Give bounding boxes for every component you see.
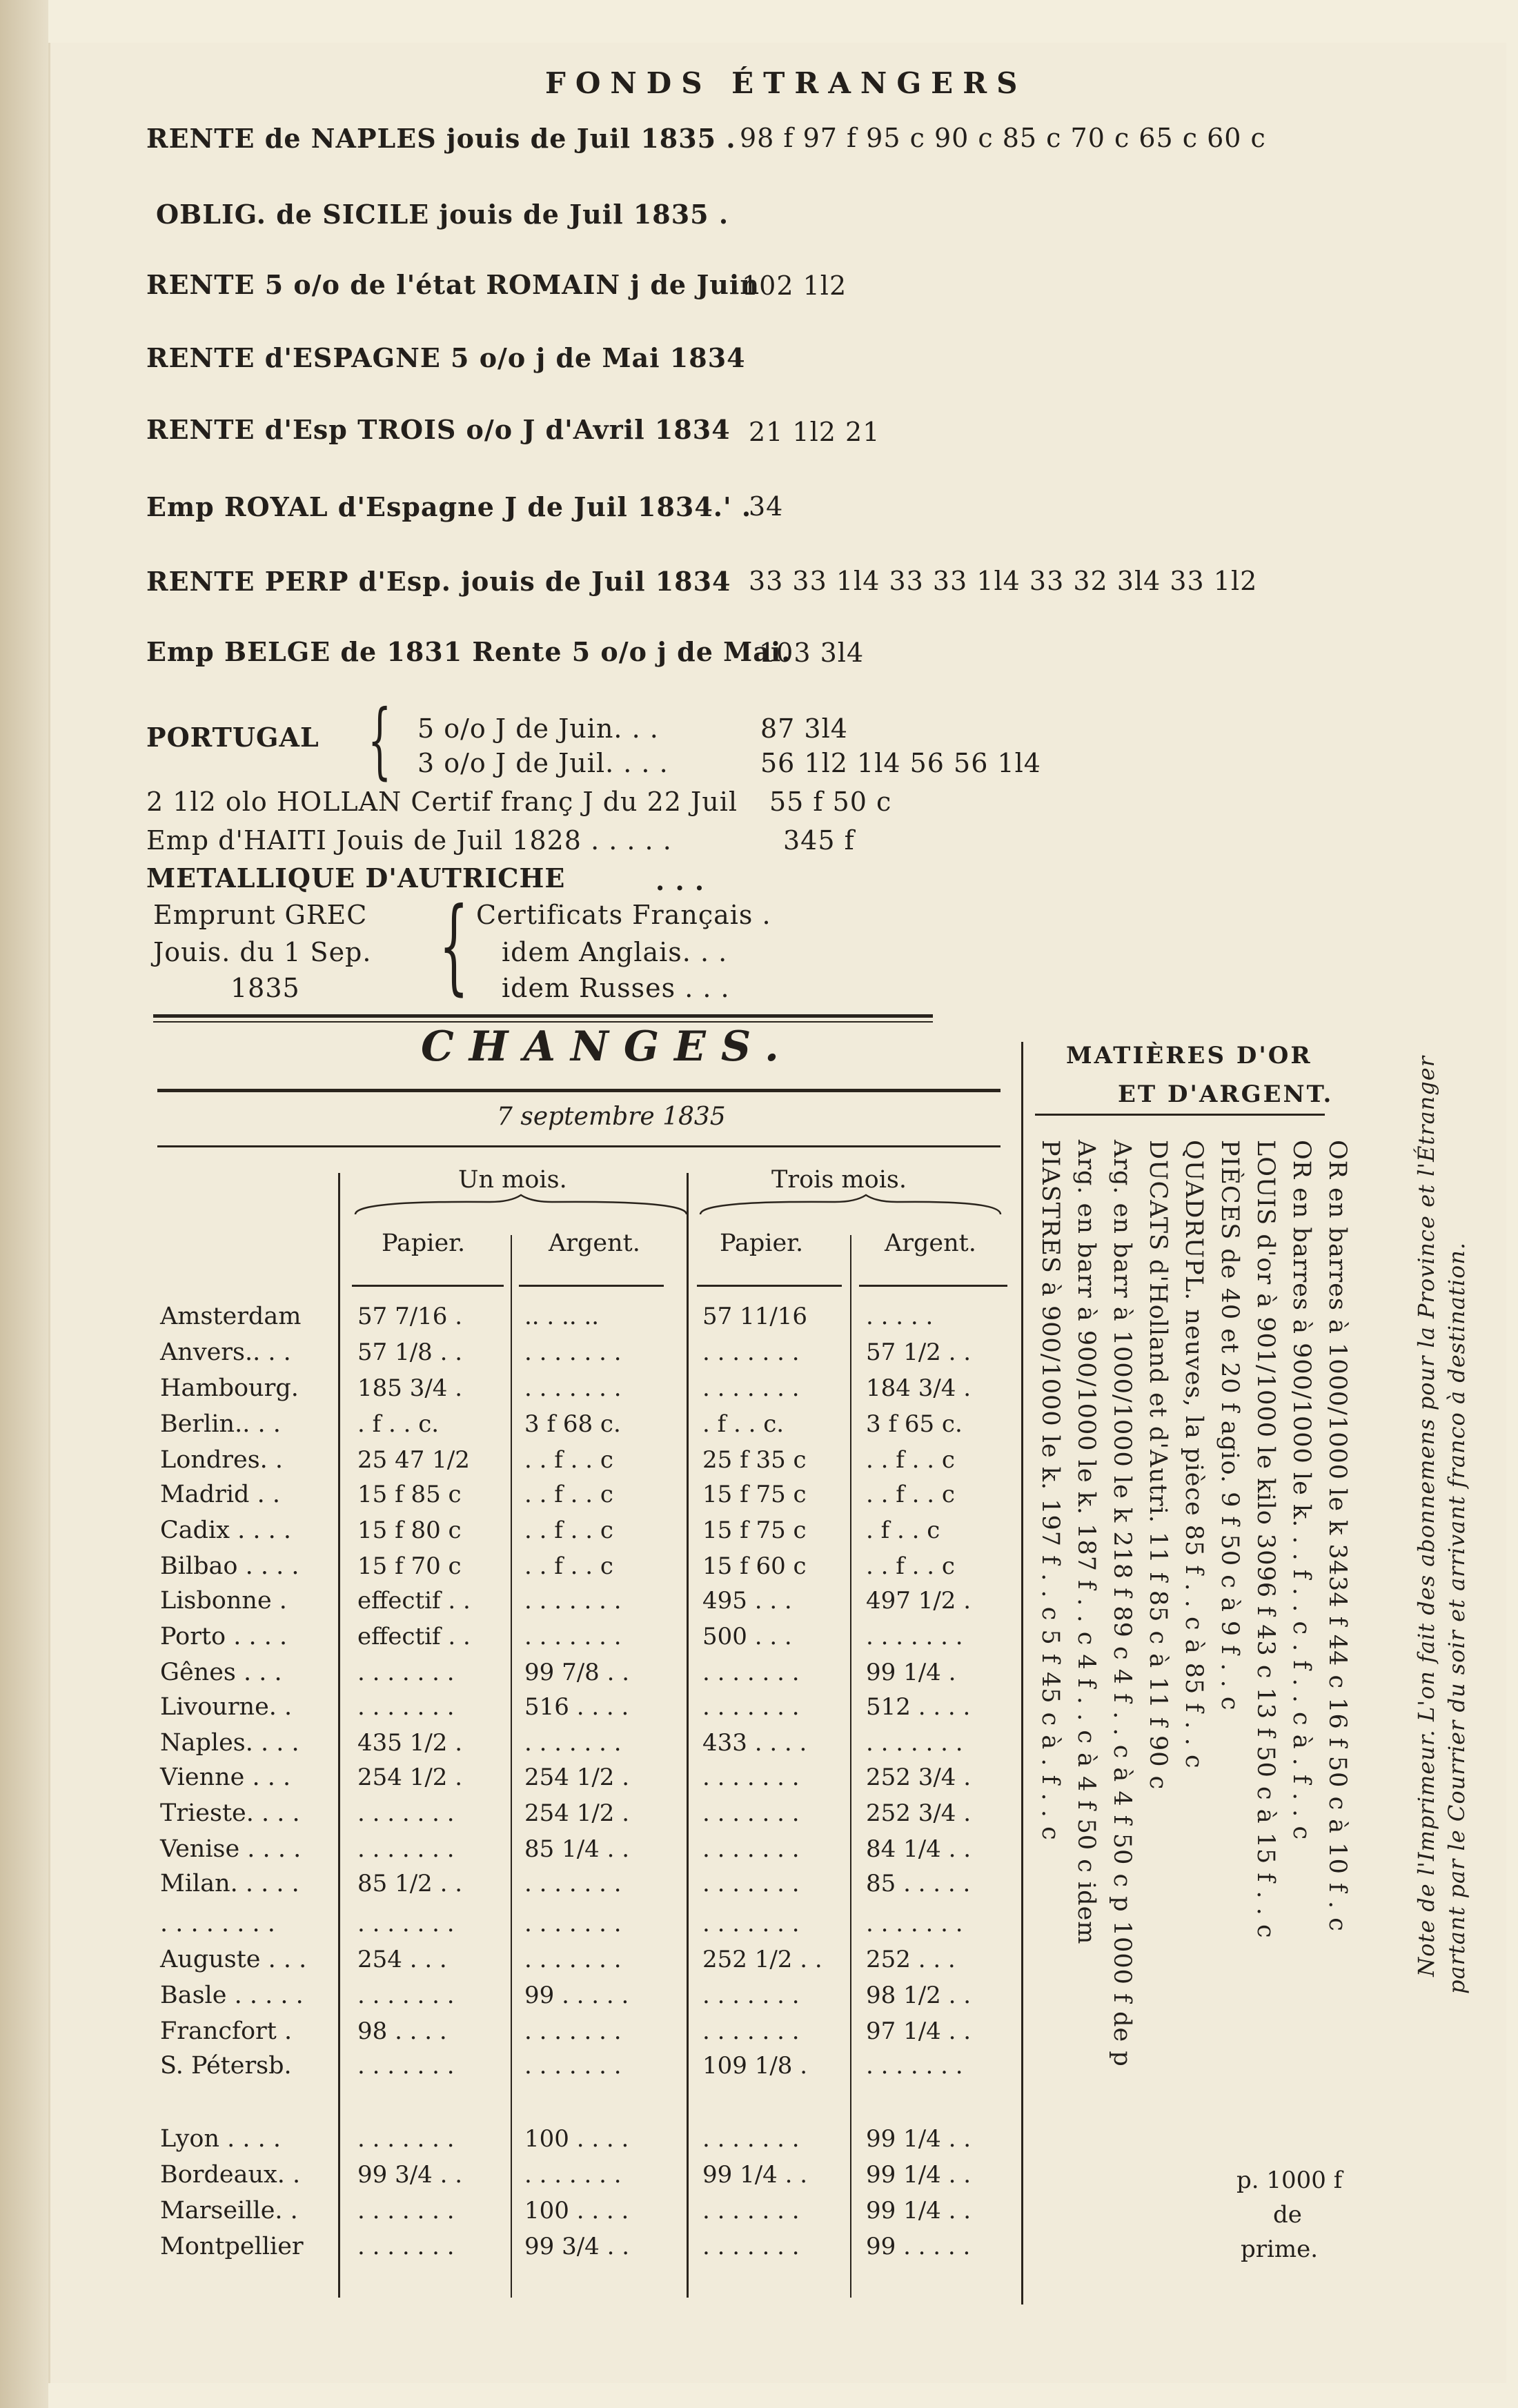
city-name: Montpellier xyxy=(160,2233,304,2260)
trois-mois-papier: 252 1/2 . . xyxy=(702,1946,822,1973)
trois-mois-argent: 99 1/4 . . xyxy=(866,2125,972,2153)
fonds-title: FONDS ÉTRANGERS xyxy=(545,66,1027,100)
trois-mois-papier: . . . . . . . xyxy=(702,1339,800,1366)
un-mois-argent: . . . . . . . xyxy=(524,1623,622,1650)
column-rule xyxy=(338,1173,340,2298)
trois-mois-papier: 15 f 60 c xyxy=(702,1552,807,1580)
changes-title: CHANGES. xyxy=(421,1023,794,1071)
printer-note: Note de l'Imprimeur. L'on fait des abonnemens pour la Province et l'Étranger xyxy=(1413,1056,1439,1977)
trois-mois-papier: . . . . . . . xyxy=(702,1870,800,1897)
trois-mois-papier: . . . . . . . xyxy=(702,2125,800,2153)
group-brace-lines xyxy=(352,1194,1007,1221)
fonds-row-label: RENTE d'ESPAGNE 5 o/o j de Mai 1834 xyxy=(146,342,746,373)
trois-mois-papier: . . . . . . . xyxy=(702,1835,800,1863)
un-mois-papier: 25 47 1/2 xyxy=(357,1446,470,1474)
matieres-footer: prime. xyxy=(1241,2236,1319,2263)
un-mois-argent: .. . .. .. xyxy=(524,1303,600,1330)
matieres-line: OR en barres à 900/1000 le k. . . f . . c . f . . c à . f . . c xyxy=(1288,1140,1315,1841)
city-name: Hambourg. xyxy=(160,1374,299,1402)
grec-line: Emprunt GREC xyxy=(153,900,368,930)
trois-mois-papier: . . . . . . . xyxy=(702,1799,800,1827)
portugal-label: PORTUGAL xyxy=(146,722,319,753)
trois-mois-papier: 433 . . . . xyxy=(702,1729,807,1757)
city-name: Bilbao . . . . xyxy=(160,1552,299,1580)
un-mois-argent: 99 . . . . . xyxy=(524,1982,629,2009)
matieres-line: LOUIS d'or à 901/1000 le kilo 3096 f 43 c 13 f 50 c à 15 f . . c xyxy=(1252,1140,1279,1939)
trois-mois-papier: . . . . . . . xyxy=(702,1659,800,1686)
un-mois-papier: . . . . . . . xyxy=(357,1693,455,1721)
hollan-values: 55 f 50 c xyxy=(769,787,892,817)
trois-mois-papier: 57 11/16 xyxy=(702,1303,808,1330)
un-mois-argent: 100 . . . . xyxy=(524,2197,629,2224)
trois-mois-papier: . . . . . . . xyxy=(702,2017,800,2045)
un-mois-argent: 85 1/4 . . xyxy=(524,1835,630,1863)
trois-mois-papier: 109 1/8 . xyxy=(702,2052,808,2080)
trois-mois-argent: . . . . . . . xyxy=(866,1910,963,1937)
city-name: Basle . . . . . xyxy=(160,1982,304,2009)
brace-glyph: { xyxy=(367,693,392,789)
grec-item: idem Anglais. . . xyxy=(502,937,728,967)
city-name: Londres. . xyxy=(160,1446,284,1474)
trois-mois-argent: . . . . . xyxy=(866,1303,934,1330)
un-mois-papier: 85 1/2 . . xyxy=(357,1870,463,1897)
un-mois-papier: . . . . . . . xyxy=(357,2233,455,2260)
un-mois-argent: . . f . . c xyxy=(524,1552,613,1580)
un-mois-papier: 185 3/4 . xyxy=(357,1374,463,1402)
un-mois-argent: 100 . . . . xyxy=(524,2125,629,2153)
brace-glyph: { xyxy=(439,886,469,1006)
page-binding-shadow xyxy=(0,0,48,2408)
city-name: . . . . . . . . xyxy=(160,1910,275,1937)
un-mois-papier: . . . . . . . xyxy=(357,2125,455,2153)
city-name: Bordeaux. . xyxy=(160,2161,301,2189)
un-mois-papier: 254 1/2 . xyxy=(357,1764,463,1791)
subheader-rule xyxy=(697,1285,842,1287)
un-mois-papier: . . . . . . . xyxy=(357,1910,455,1937)
trois-mois-argent: 84 1/4 . . xyxy=(866,1835,972,1863)
portugal-line-values: 87 3l4 xyxy=(760,713,848,744)
fonds-row-values: 103 3l4 xyxy=(759,638,865,668)
portugal-line-label: 3 o/o J de Juil. . . . xyxy=(417,748,669,778)
trois-mois-papier: 99 1/4 . . xyxy=(702,2161,808,2189)
fonds-row-label: RENTE PERP d'Esp. jouis de Juil 1834 xyxy=(146,566,731,597)
fonds-row-label: OBLIG. de SICILE jouis de Juil 1835 . xyxy=(156,199,729,230)
subheader: Argent. xyxy=(549,1230,640,1257)
un-mois-papier: . . . . . . . xyxy=(357,2052,455,2080)
portugal-line-values: 56 1l2 1l4 56 56 1l4 xyxy=(760,748,1041,778)
autriche-dots: . . . xyxy=(656,865,705,896)
grec-item: Certificats Français . xyxy=(476,900,771,930)
changes-date: 7 septembre 1835 xyxy=(497,1103,726,1131)
matieres-footer: de xyxy=(1273,2201,1302,2229)
un-mois-argent: . . . . . . . xyxy=(524,1587,622,1615)
un-mois-papier: 15 f 70 c xyxy=(357,1552,462,1580)
matieres-line: QUADRUPL. neuves, la pièce 85 f . . c à 85 f . . c xyxy=(1180,1140,1208,1769)
city-name: Livourne. . xyxy=(160,1693,293,1721)
fonds-row-values: 34 xyxy=(749,491,784,522)
trois-mois-argent: . . . . . . . xyxy=(866,1623,963,1650)
matieres-title: ET D'ARGENT. xyxy=(1118,1080,1334,1108)
un-mois-argent: 516 . . . . xyxy=(524,1693,629,1721)
city-name: Amsterdam xyxy=(160,1303,302,1330)
haiti-label: Emp d'HAITI Jouis de Juil 1828 . . . . . xyxy=(146,825,672,856)
un-mois-argent: . . . . . . . xyxy=(524,1946,622,1973)
city-name: Marseille. . xyxy=(160,2197,298,2224)
trois-mois-argent: . f . . c xyxy=(866,1517,940,1544)
subheader-rule xyxy=(859,1285,1007,1287)
matieres-line: PIÈCES de 40 et 20 f agio. 9 f 50 c à 9 f . . c xyxy=(1216,1140,1243,1711)
trois-mois-argent: 497 1/2 . xyxy=(866,1587,972,1615)
un-mois-papier: . . . . . . . xyxy=(357,1799,455,1827)
city-name: Auguste . . . xyxy=(160,1946,307,1973)
matieres-footer: p. 1000 f xyxy=(1236,2167,1343,2194)
city-name: Lyon . . . . xyxy=(160,2125,282,2153)
changes-rule xyxy=(157,1145,1000,1147)
un-mois-argent: 254 1/2 . xyxy=(524,1799,630,1827)
trois-mois-papier: . . . . . . . xyxy=(702,2197,800,2224)
city-name: Madrid . . xyxy=(160,1481,280,1508)
city-name: Trieste. . . . xyxy=(160,1799,300,1827)
trois-mois-argent: . . . . . . . xyxy=(866,2052,963,2080)
grec-line: 1835 xyxy=(230,973,300,1003)
city-name: Gênes . . . xyxy=(160,1659,282,1686)
city-name: Naples. . . . xyxy=(160,1729,299,1757)
city-name: Berlin.. . . xyxy=(160,1410,281,1438)
un-mois-argent: . . . . . . . xyxy=(524,1339,622,1366)
un-mois-papier: 254 . . . xyxy=(357,1946,447,1973)
trois-mois-argent: 99 . . . . . xyxy=(866,2233,971,2260)
changes-rule xyxy=(157,1089,1000,1092)
un-mois-argent: . . . . . . . xyxy=(524,1910,622,1937)
trois-mois-argent: . . f . . c xyxy=(866,1552,955,1580)
trois-mois-papier: 15 f 75 c xyxy=(702,1517,807,1544)
un-mois-argent: . . . . . . . xyxy=(524,1374,622,1402)
un-mois-argent: . . . . . . . xyxy=(524,2017,622,2045)
column-rule xyxy=(687,1173,689,2298)
group-header-un-mois: Un mois. xyxy=(458,1166,567,1194)
city-name: Lisbonne . xyxy=(160,1587,287,1615)
trois-mois-papier: . . . . . . . xyxy=(702,1910,800,1937)
trois-mois-papier: . . . . . . . xyxy=(702,1982,800,2009)
fonds-row-values: 21 1l2 21 xyxy=(749,417,880,447)
grec-line: Jouis. du 1 Sep. xyxy=(153,937,372,967)
trois-mois-papier: 500 . . . xyxy=(702,1623,792,1650)
matieres-line: Arg. en barr à 900/1000 le k. 187 f . . c 4 f . . c à 4 f 50 c idem xyxy=(1072,1140,1100,1945)
un-mois-argent: . . f . . c xyxy=(524,1481,613,1508)
trois-mois-papier: 495 . . . xyxy=(702,1587,792,1615)
hollan-label: 2 1l2 olo HOLLAN Certif franç J du 22 Juil xyxy=(146,787,738,817)
un-mois-papier: 15 f 80 c xyxy=(357,1517,462,1544)
un-mois-argent: . . . . . . . xyxy=(524,1870,622,1897)
un-mois-argent: . . . . . . . xyxy=(524,2161,622,2189)
fonds-row-label: Emp BELGE de 1831 Rente 5 o/o j de Mai. xyxy=(146,636,791,667)
trois-mois-argent: 252 3/4 . xyxy=(866,1799,972,1827)
un-mois-papier: 99 3/4 . . xyxy=(357,2161,463,2189)
section-divider xyxy=(153,1014,933,1018)
fonds-row-values: 33 33 1l4 33 33 1l4 33 32 3l4 33 1l2 xyxy=(749,566,1258,596)
grec-item: idem Russes . . . xyxy=(502,973,730,1003)
trois-mois-argent: 98 1/2 . . xyxy=(866,1982,972,2009)
un-mois-papier: . f . . c. xyxy=(357,1410,440,1438)
column-rule xyxy=(850,1235,851,2298)
matieres-line: OR en barres à 1000/1000 le k 3434 f 44 c 16 f 50 c à 10 f . c xyxy=(1323,1140,1351,1932)
autriche-label: METALLIQUE D'AUTRICHE xyxy=(146,862,566,894)
trois-mois-argent: 57 1/2 . . xyxy=(866,1339,972,1366)
trois-mois-argent: 512 . . . . xyxy=(866,1693,971,1721)
fonds-row-label: RENTE 5 o/o de l'état ROMAIN j de Juin xyxy=(146,269,760,300)
column-rule xyxy=(511,1235,512,2298)
trois-mois-papier: 25 f 35 c xyxy=(702,1446,807,1474)
fonds-row-values: 98 f 97 f 95 c 90 c 85 c 70 c 65 c 60 c xyxy=(740,123,1266,153)
trois-mois-argent: 99 1/4 . . xyxy=(866,2161,972,2189)
trois-mois-argent: . . . . . . . xyxy=(866,1729,963,1757)
trois-mois-papier: . . . . . . . xyxy=(702,1764,800,1791)
trois-mois-argent: 97 1/4 . . xyxy=(866,2017,972,2045)
city-name: S. Pétersb. xyxy=(160,2052,292,2080)
subheader-rule xyxy=(519,1285,664,1287)
group-header-trois-mois: Trois mois. xyxy=(771,1166,907,1194)
city-name: Venise . . . . xyxy=(160,1835,302,1863)
trois-mois-argent: 252 3/4 . xyxy=(866,1764,972,1791)
city-name: Anvers.. . . xyxy=(160,1339,291,1366)
portugal-line-label: 5 o/o J de Juin. . . xyxy=(417,713,659,744)
un-mois-argent: 99 3/4 . . xyxy=(524,2233,630,2260)
matieres-title: MATIÈRES D'OR xyxy=(1066,1042,1312,1069)
trois-mois-papier: 15 f 75 c xyxy=(702,1481,807,1508)
un-mois-papier: 98 . . . . xyxy=(357,2017,447,2045)
trois-mois-argent: 99 1/4 . xyxy=(866,1659,956,1686)
matieres-line: PIASTRES à 900/1000 le k. 197 f . . c 5 f 45 c à . f . . c xyxy=(1036,1140,1064,1841)
un-mois-papier: effectif . . xyxy=(357,1623,471,1650)
column-rule xyxy=(1021,1042,1023,2305)
un-mois-argent: . . f . . c xyxy=(524,1446,613,1474)
city-name: Milan. . . . . xyxy=(160,1870,299,1897)
un-mois-papier: 57 7/16 . xyxy=(357,1303,463,1330)
un-mois-argent: . . f . . c xyxy=(524,1517,613,1544)
un-mois-argent: 99 7/8 . . xyxy=(524,1659,630,1686)
city-name: Cadix . . . . xyxy=(160,1517,291,1544)
trois-mois-argent: 3 f 65 c. xyxy=(866,1410,963,1438)
haiti-values: 345 f xyxy=(783,825,855,856)
matieres-line: DUCATS d'Holland et d'Autri. 11 f 85 c à 11 f 90 c xyxy=(1144,1140,1172,1790)
un-mois-papier: effectif . . xyxy=(357,1587,471,1615)
fonds-row-label: RENTE d'Esp TROIS o/o J d'Avril 1834 xyxy=(146,414,731,445)
city-name: Porto . . . . xyxy=(160,1623,288,1650)
city-name: Vienne . . . xyxy=(160,1764,291,1791)
trois-mois-papier: . f . . c. xyxy=(702,1410,785,1438)
fonds-row-label: RENTE de NAPLES jouis de Juil 1835 . xyxy=(146,123,736,154)
un-mois-papier: . . . . . . . xyxy=(357,2197,455,2224)
fonds-row-label: Emp ROYAL d'Espagne J de Juil 1834.' . xyxy=(146,491,752,522)
trois-mois-argent: 184 3/4 . xyxy=(866,1374,972,1402)
matieres-line: Arg. en barr à 1000/1000 le k 218 f 89 c 4 f . . c à 4 f 50 c p 1000 f de p xyxy=(1108,1140,1136,2067)
un-mois-papier: 15 f 85 c xyxy=(357,1481,462,1508)
subheader: Papier. xyxy=(382,1230,466,1257)
un-mois-argent: 254 1/2 . xyxy=(524,1764,630,1791)
trois-mois-argent: . . f . . c xyxy=(866,1481,955,1508)
trois-mois-argent: 85 . . . . . xyxy=(866,1870,971,1897)
un-mois-papier: . . . . . . . xyxy=(357,1659,455,1686)
trois-mois-papier: . . . . . . . xyxy=(702,1693,800,1721)
un-mois-argent: . . . . . . . xyxy=(524,2052,622,2080)
un-mois-argent: . . . . . . . xyxy=(524,1729,622,1757)
un-mois-papier: . . . . . . . xyxy=(357,1982,455,2009)
subheader-rule xyxy=(352,1285,504,1287)
un-mois-papier: . . . . . . . xyxy=(357,1835,455,1863)
un-mois-papier: 57 1/8 . . xyxy=(357,1339,463,1366)
trois-mois-argent: 252 . . . xyxy=(866,1946,956,1973)
trois-mois-papier: . . . . . . . xyxy=(702,1374,800,1402)
fonds-row-values: 102 1l2 xyxy=(742,270,847,301)
un-mois-papier: 435 1/2 . xyxy=(357,1729,463,1757)
city-name: Francfort . xyxy=(160,2017,293,2045)
trois-mois-argent: . . f . . c xyxy=(866,1446,955,1474)
printer-note: partant par le Courrier du soir et arrivant franco à destination. xyxy=(1443,1242,1470,1994)
subheader: Argent. xyxy=(885,1230,976,1257)
matieres-rule xyxy=(1035,1114,1325,1116)
un-mois-argent: 3 f 68 c. xyxy=(524,1410,621,1438)
trois-mois-argent: 99 1/4 . . xyxy=(866,2197,972,2224)
subheader: Papier. xyxy=(720,1230,804,1257)
trois-mois-papier: . . . . . . . xyxy=(702,2233,800,2260)
